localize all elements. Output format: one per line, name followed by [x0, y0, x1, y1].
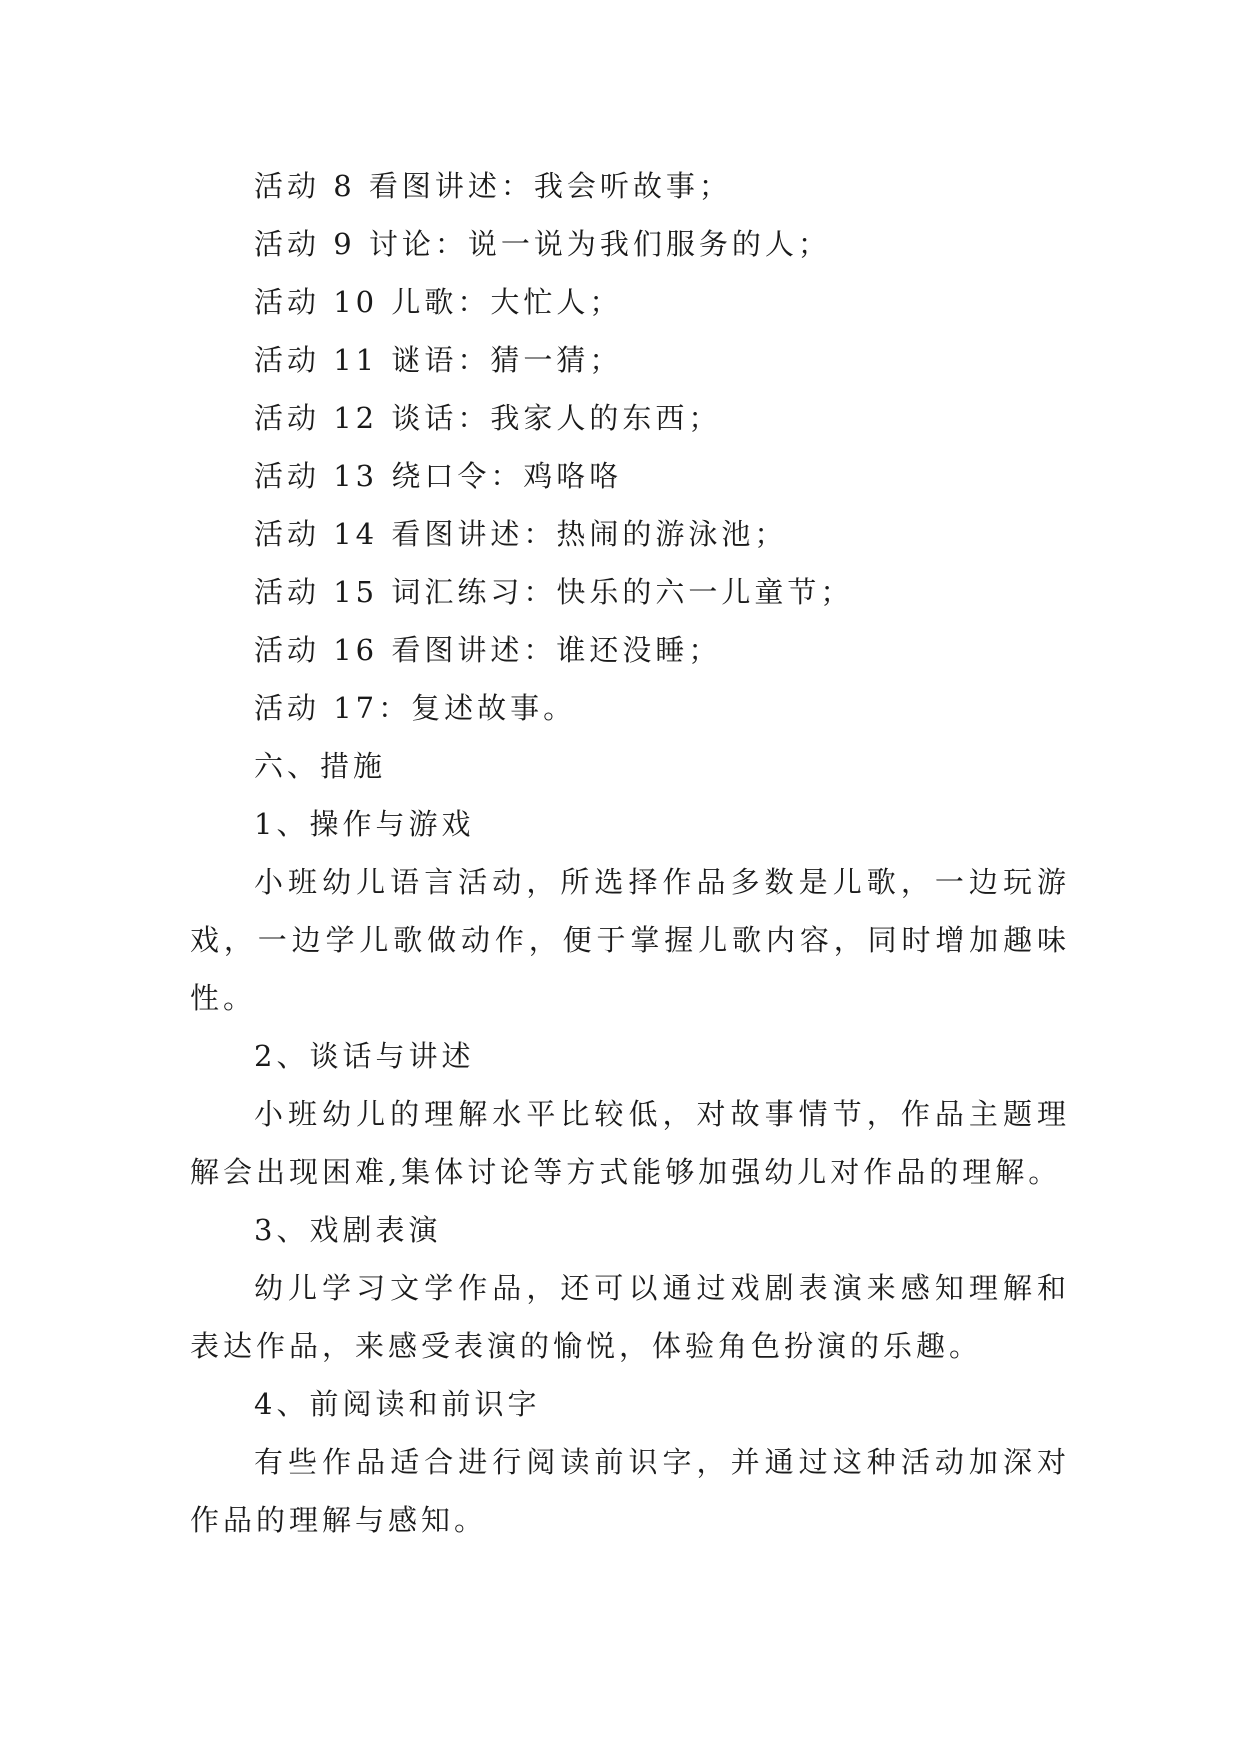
activity-line: 活动 11 谜语：猜一猜；	[254, 343, 623, 377]
measure-paragraph: 幼儿学习文学作品，还可以通过戏剧表演来感知理解和表达作品，来感受表演的愉悦，体验角色扮演的乐趣。	[190, 1271, 1070, 1363]
document-body	[190, 157, 1070, 1549]
activity-line: 活动 15 词汇练习：快乐的六一儿童节；	[254, 575, 854, 609]
activity-line: 活动 9 讨论：说一说为我们服务的人；	[254, 227, 831, 261]
section-heading: 六、措施	[254, 749, 387, 783]
measure-paragraph: 小班幼儿的理解水平比较低，对故事情节，作品主题理解会出现困难,集体讨论等方式能够加强幼儿对作品的理解。	[190, 1097, 1070, 1189]
activity-line: 活动 16 看图讲述：谁还没睡；	[254, 633, 722, 667]
measure-paragraph: 小班幼儿语言活动，所选择作品多数是儿歌，一边玩游戏，一边学儿歌做动作，便于掌握儿歌内容，同时增加趣味性。	[190, 865, 1070, 1015]
activity-line: 活动 14 看图讲述：热闹的游泳池；	[254, 517, 788, 551]
measure-heading: 3、戏剧表演	[254, 1213, 442, 1247]
measure-paragraph: 有些作品适合进行阅读前识字，并通过这种活动加深对作品的理解与感知。	[190, 1445, 1070, 1537]
activity-line: 活动 17：复述故事。	[254, 691, 577, 725]
activity-line: 活动 12 谈话：我家人的东西；	[254, 401, 722, 435]
measure-heading: 1、操作与游戏	[254, 807, 475, 841]
activity-line: 活动 8 看图讲述：我会听故事；	[254, 169, 732, 203]
activity-line: 活动 13 绕口令：鸡咯咯	[254, 459, 623, 493]
activity-line: 活动 10 儿歌：大忙人；	[254, 285, 623, 319]
measure-heading: 2、谈话与讲述	[254, 1039, 475, 1073]
measure-heading: 4、前阅读和前识字	[254, 1387, 541, 1421]
